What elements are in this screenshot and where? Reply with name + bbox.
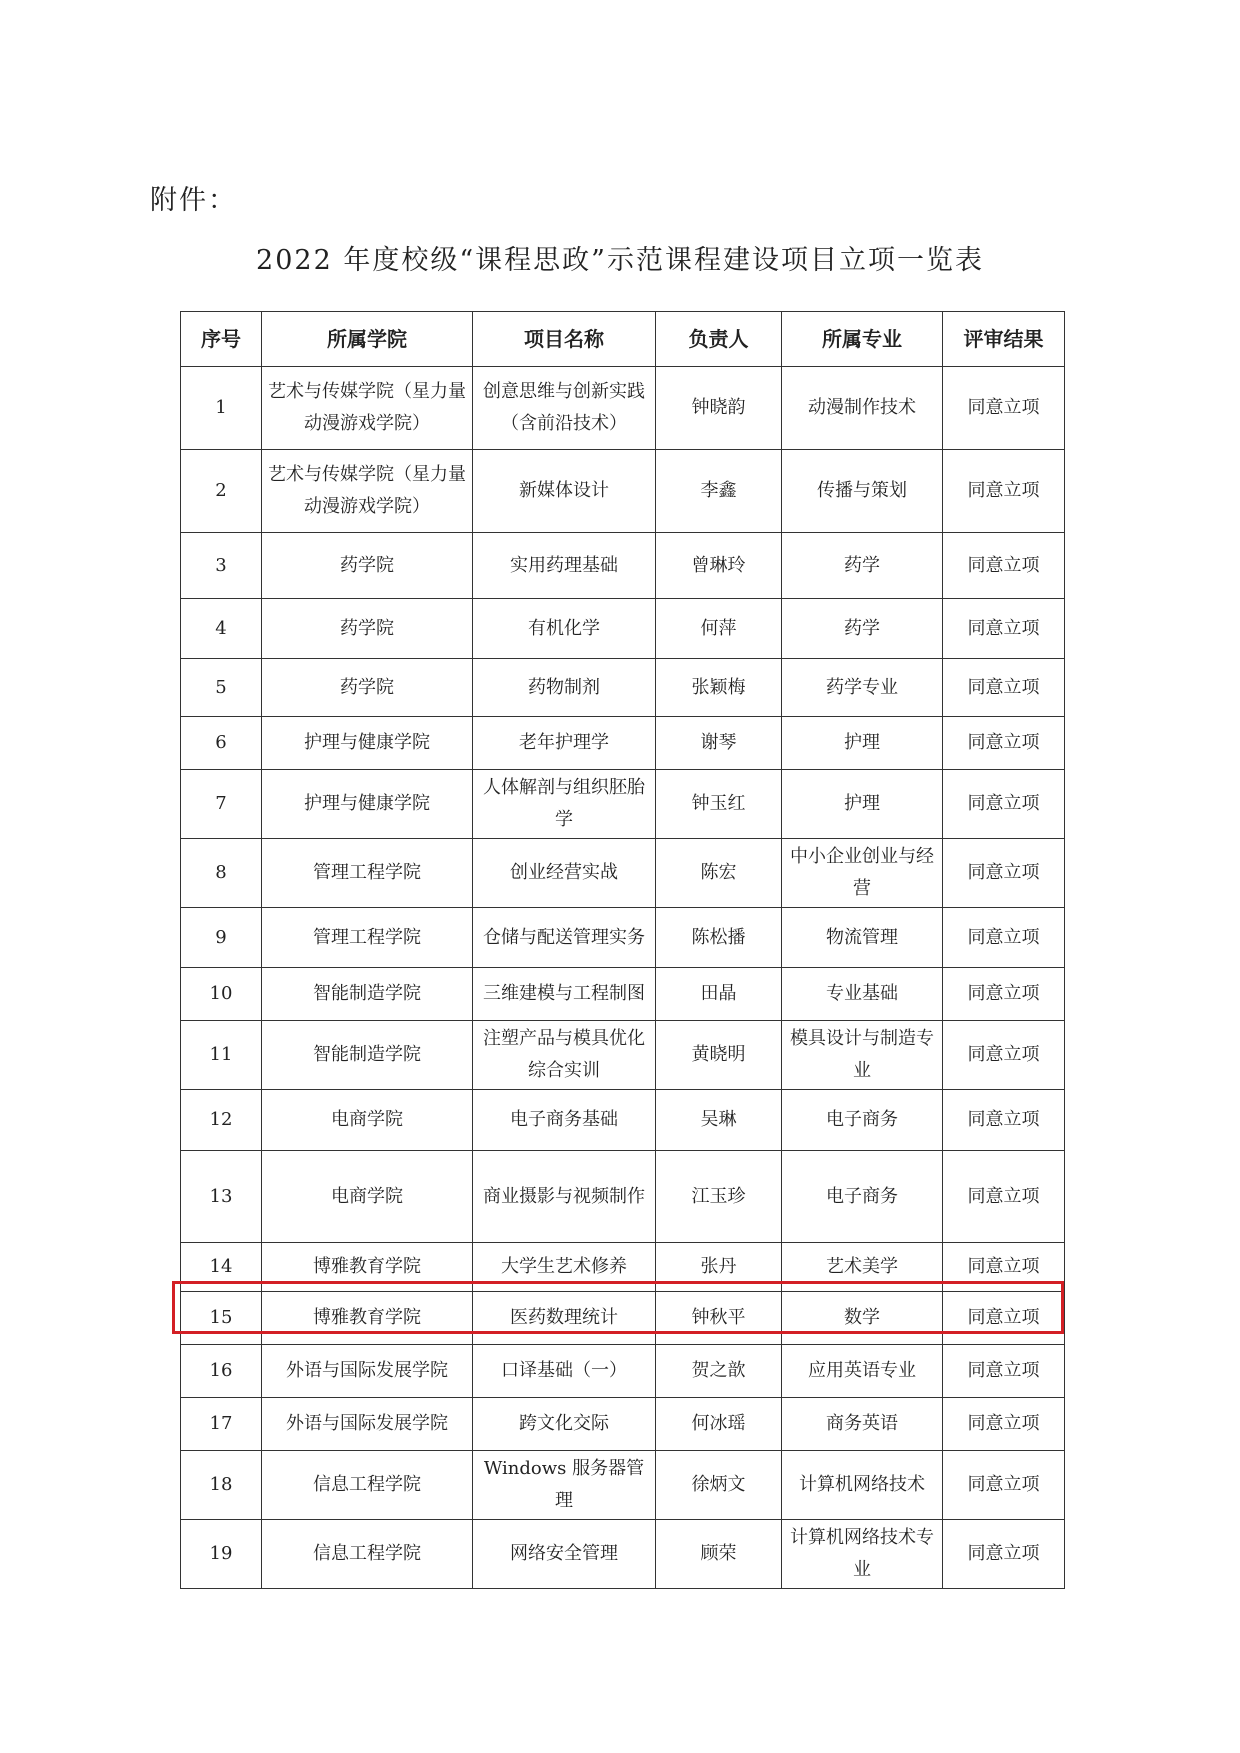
cell-result: 同意立项	[943, 1090, 1065, 1151]
cell-result: 同意立项	[943, 1021, 1065, 1090]
cell-college: 外语与国际发展学院	[262, 1398, 473, 1451]
cell-project-name: 医药数理统计	[473, 1292, 656, 1345]
cell-leader: 张颖梅	[656, 659, 782, 717]
attachment-label: 附件：	[150, 185, 237, 216]
header-major: 所属专业	[782, 312, 943, 367]
cell-college: 艺术与传媒学院（星力量动漫游戏学院）	[262, 367, 473, 450]
cell-leader: 李鑫	[656, 450, 782, 533]
cell-leader: 钟秋平	[656, 1292, 782, 1345]
cell-project-name: 新媒体设计	[473, 450, 656, 533]
cell-result: 同意立项	[943, 770, 1065, 839]
cell-project-name: Windows 服务器管理	[473, 1451, 656, 1520]
cell-college: 信息工程学院	[262, 1520, 473, 1589]
cell-result: 同意立项	[943, 908, 1065, 968]
cell-result: 同意立项	[943, 367, 1065, 450]
cell-major: 计算机网络技术专业	[782, 1520, 943, 1589]
table-row	[181, 1021, 1065, 1090]
header-college: 所属学院	[262, 312, 473, 367]
table-row	[181, 1398, 1065, 1451]
header-project-name: 项目名称	[473, 312, 656, 367]
cell-leader: 贺之歆	[656, 1345, 782, 1398]
cell-major: 数学	[782, 1292, 943, 1345]
cell-college: 电商学院	[262, 1151, 473, 1243]
table-row	[181, 717, 1065, 770]
cell-index: 19	[181, 1520, 262, 1589]
cell-project-name: 创意思维与创新实践（含前沿技术）	[473, 367, 656, 450]
cell-project-name: 创业经营实战	[473, 839, 656, 908]
table-row	[181, 1451, 1065, 1520]
table-row	[181, 659, 1065, 717]
cell-major: 中小企业创业与经营	[782, 839, 943, 908]
cell-leader: 何萍	[656, 599, 782, 659]
cell-college: 护理与健康学院	[262, 770, 473, 839]
table-row	[181, 533, 1065, 599]
cell-result: 同意立项	[943, 1151, 1065, 1243]
cell-leader: 钟晓韵	[656, 367, 782, 450]
cell-project-name: 有机化学	[473, 599, 656, 659]
cell-index: 9	[181, 908, 262, 968]
cell-leader: 谢琴	[656, 717, 782, 770]
cell-leader: 吴琳	[656, 1090, 782, 1151]
highlight-box	[172, 1281, 1064, 1334]
header-result: 评审结果	[943, 312, 1065, 367]
cell-result: 同意立项	[943, 717, 1065, 770]
cell-project-name: 跨文化交际	[473, 1398, 656, 1451]
table-header-row	[181, 312, 1065, 367]
cell-index: 7	[181, 770, 262, 839]
cell-project-name: 实用药理基础	[473, 533, 656, 599]
cell-project-name: 仓储与配送管理实务	[473, 908, 656, 968]
cell-project-name: 商业摄影与视频制作	[473, 1151, 656, 1243]
cell-college: 药学院	[262, 659, 473, 717]
cell-major: 药学	[782, 533, 943, 599]
cell-result: 同意立项	[943, 533, 1065, 599]
cell-leader: 陈宏	[656, 839, 782, 908]
cell-index: 11	[181, 1021, 262, 1090]
cell-project-name: 大学生艺术修养	[473, 1243, 656, 1292]
cell-index: 13	[181, 1151, 262, 1243]
cell-major: 护理	[782, 717, 943, 770]
cell-major: 物流管理	[782, 908, 943, 968]
table-row	[181, 1520, 1065, 1589]
cell-project-name: 注塑产品与模具优化综合实训	[473, 1021, 656, 1090]
cell-leader: 张丹	[656, 1243, 782, 1292]
cell-college: 智能制造学院	[262, 1021, 473, 1090]
cell-project-name: 人体解剖与组织胚胎学	[473, 770, 656, 839]
cell-leader: 徐炳文	[656, 1451, 782, 1520]
cell-index: 18	[181, 1451, 262, 1520]
cell-index: 2	[181, 450, 262, 533]
cell-major: 艺术美学	[782, 1243, 943, 1292]
cell-college: 智能制造学院	[262, 968, 473, 1021]
cell-result: 同意立项	[943, 450, 1065, 533]
cell-college: 博雅教育学院	[262, 1292, 473, 1345]
table-row	[181, 599, 1065, 659]
table-row	[181, 1090, 1065, 1151]
cell-leader: 钟玉红	[656, 770, 782, 839]
cell-leader: 黄晓明	[656, 1021, 782, 1090]
cell-index: 3	[181, 533, 262, 599]
cell-index: 4	[181, 599, 262, 659]
table-row	[181, 968, 1065, 1021]
table-row	[181, 450, 1065, 533]
table-row	[181, 367, 1065, 450]
table-row	[181, 1345, 1065, 1398]
cell-leader: 何冰瑶	[656, 1398, 782, 1451]
cell-project-name: 口译基础（一）	[473, 1345, 656, 1398]
header-leader: 负责人	[656, 312, 782, 367]
cell-major: 护理	[782, 770, 943, 839]
cell-result: 同意立项	[943, 1345, 1065, 1398]
cell-college: 外语与国际发展学院	[262, 1345, 473, 1398]
cell-leader: 田晶	[656, 968, 782, 1021]
cell-major: 专业基础	[782, 968, 943, 1021]
cell-college: 药学院	[262, 533, 473, 599]
cell-index: 14	[181, 1243, 262, 1292]
cell-index: 5	[181, 659, 262, 717]
cell-major: 计算机网络技术	[782, 1451, 943, 1520]
cell-major: 模具设计与制造专业	[782, 1021, 943, 1090]
cell-project-name: 老年护理学	[473, 717, 656, 770]
cell-result: 同意立项	[943, 1292, 1065, 1345]
cell-project-name: 三维建模与工程制图	[473, 968, 656, 1021]
cell-result: 同意立项	[943, 968, 1065, 1021]
cell-college: 博雅教育学院	[262, 1243, 473, 1292]
cell-leader: 顾荣	[656, 1520, 782, 1589]
table-row	[181, 1151, 1065, 1243]
cell-result: 同意立项	[943, 1243, 1065, 1292]
cell-project-name: 网络安全管理	[473, 1520, 656, 1589]
cell-major: 电子商务	[782, 1090, 943, 1151]
cell-result: 同意立项	[943, 599, 1065, 659]
cell-leader: 陈松播	[656, 908, 782, 968]
cell-index: 1	[181, 367, 262, 450]
project-table	[180, 311, 1065, 1589]
cell-major: 药学专业	[782, 659, 943, 717]
cell-index: 12	[181, 1090, 262, 1151]
cell-major: 动漫制作技术	[782, 367, 943, 450]
cell-major: 电子商务	[782, 1151, 943, 1243]
document-title: 2022 年度校级“课程思政”示范课程建设项目立项一览表	[256, 245, 984, 276]
cell-college: 电商学院	[262, 1090, 473, 1151]
table-row	[181, 839, 1065, 908]
cell-college: 信息工程学院	[262, 1451, 473, 1520]
cell-major: 应用英语专业	[782, 1345, 943, 1398]
cell-major: 商务英语	[782, 1398, 943, 1451]
cell-college: 管理工程学院	[262, 839, 473, 908]
cell-project-name: 药物制剂	[473, 659, 656, 717]
cell-index: 6	[181, 717, 262, 770]
cell-college: 管理工程学院	[262, 908, 473, 968]
cell-college: 护理与健康学院	[262, 717, 473, 770]
cell-index: 17	[181, 1398, 262, 1451]
cell-result: 同意立项	[943, 1398, 1065, 1451]
cell-result: 同意立项	[943, 659, 1065, 717]
cell-major: 传播与策划	[782, 450, 943, 533]
cell-college: 药学院	[262, 599, 473, 659]
cell-result: 同意立项	[943, 1520, 1065, 1589]
cell-index: 10	[181, 968, 262, 1021]
table-row	[181, 770, 1065, 839]
cell-index: 16	[181, 1345, 262, 1398]
cell-result: 同意立项	[943, 1451, 1065, 1520]
header-index: 序号	[181, 312, 262, 367]
cell-index: 15	[181, 1292, 262, 1345]
cell-major: 药学	[782, 599, 943, 659]
cell-index: 8	[181, 839, 262, 908]
table-row	[181, 908, 1065, 968]
cell-leader: 曾琳玲	[656, 533, 782, 599]
cell-project-name: 电子商务基础	[473, 1090, 656, 1151]
cell-leader: 江玉珍	[656, 1151, 782, 1243]
cell-college: 艺术与传媒学院（星力量动漫游戏学院）	[262, 450, 473, 533]
cell-result: 同意立项	[943, 839, 1065, 908]
